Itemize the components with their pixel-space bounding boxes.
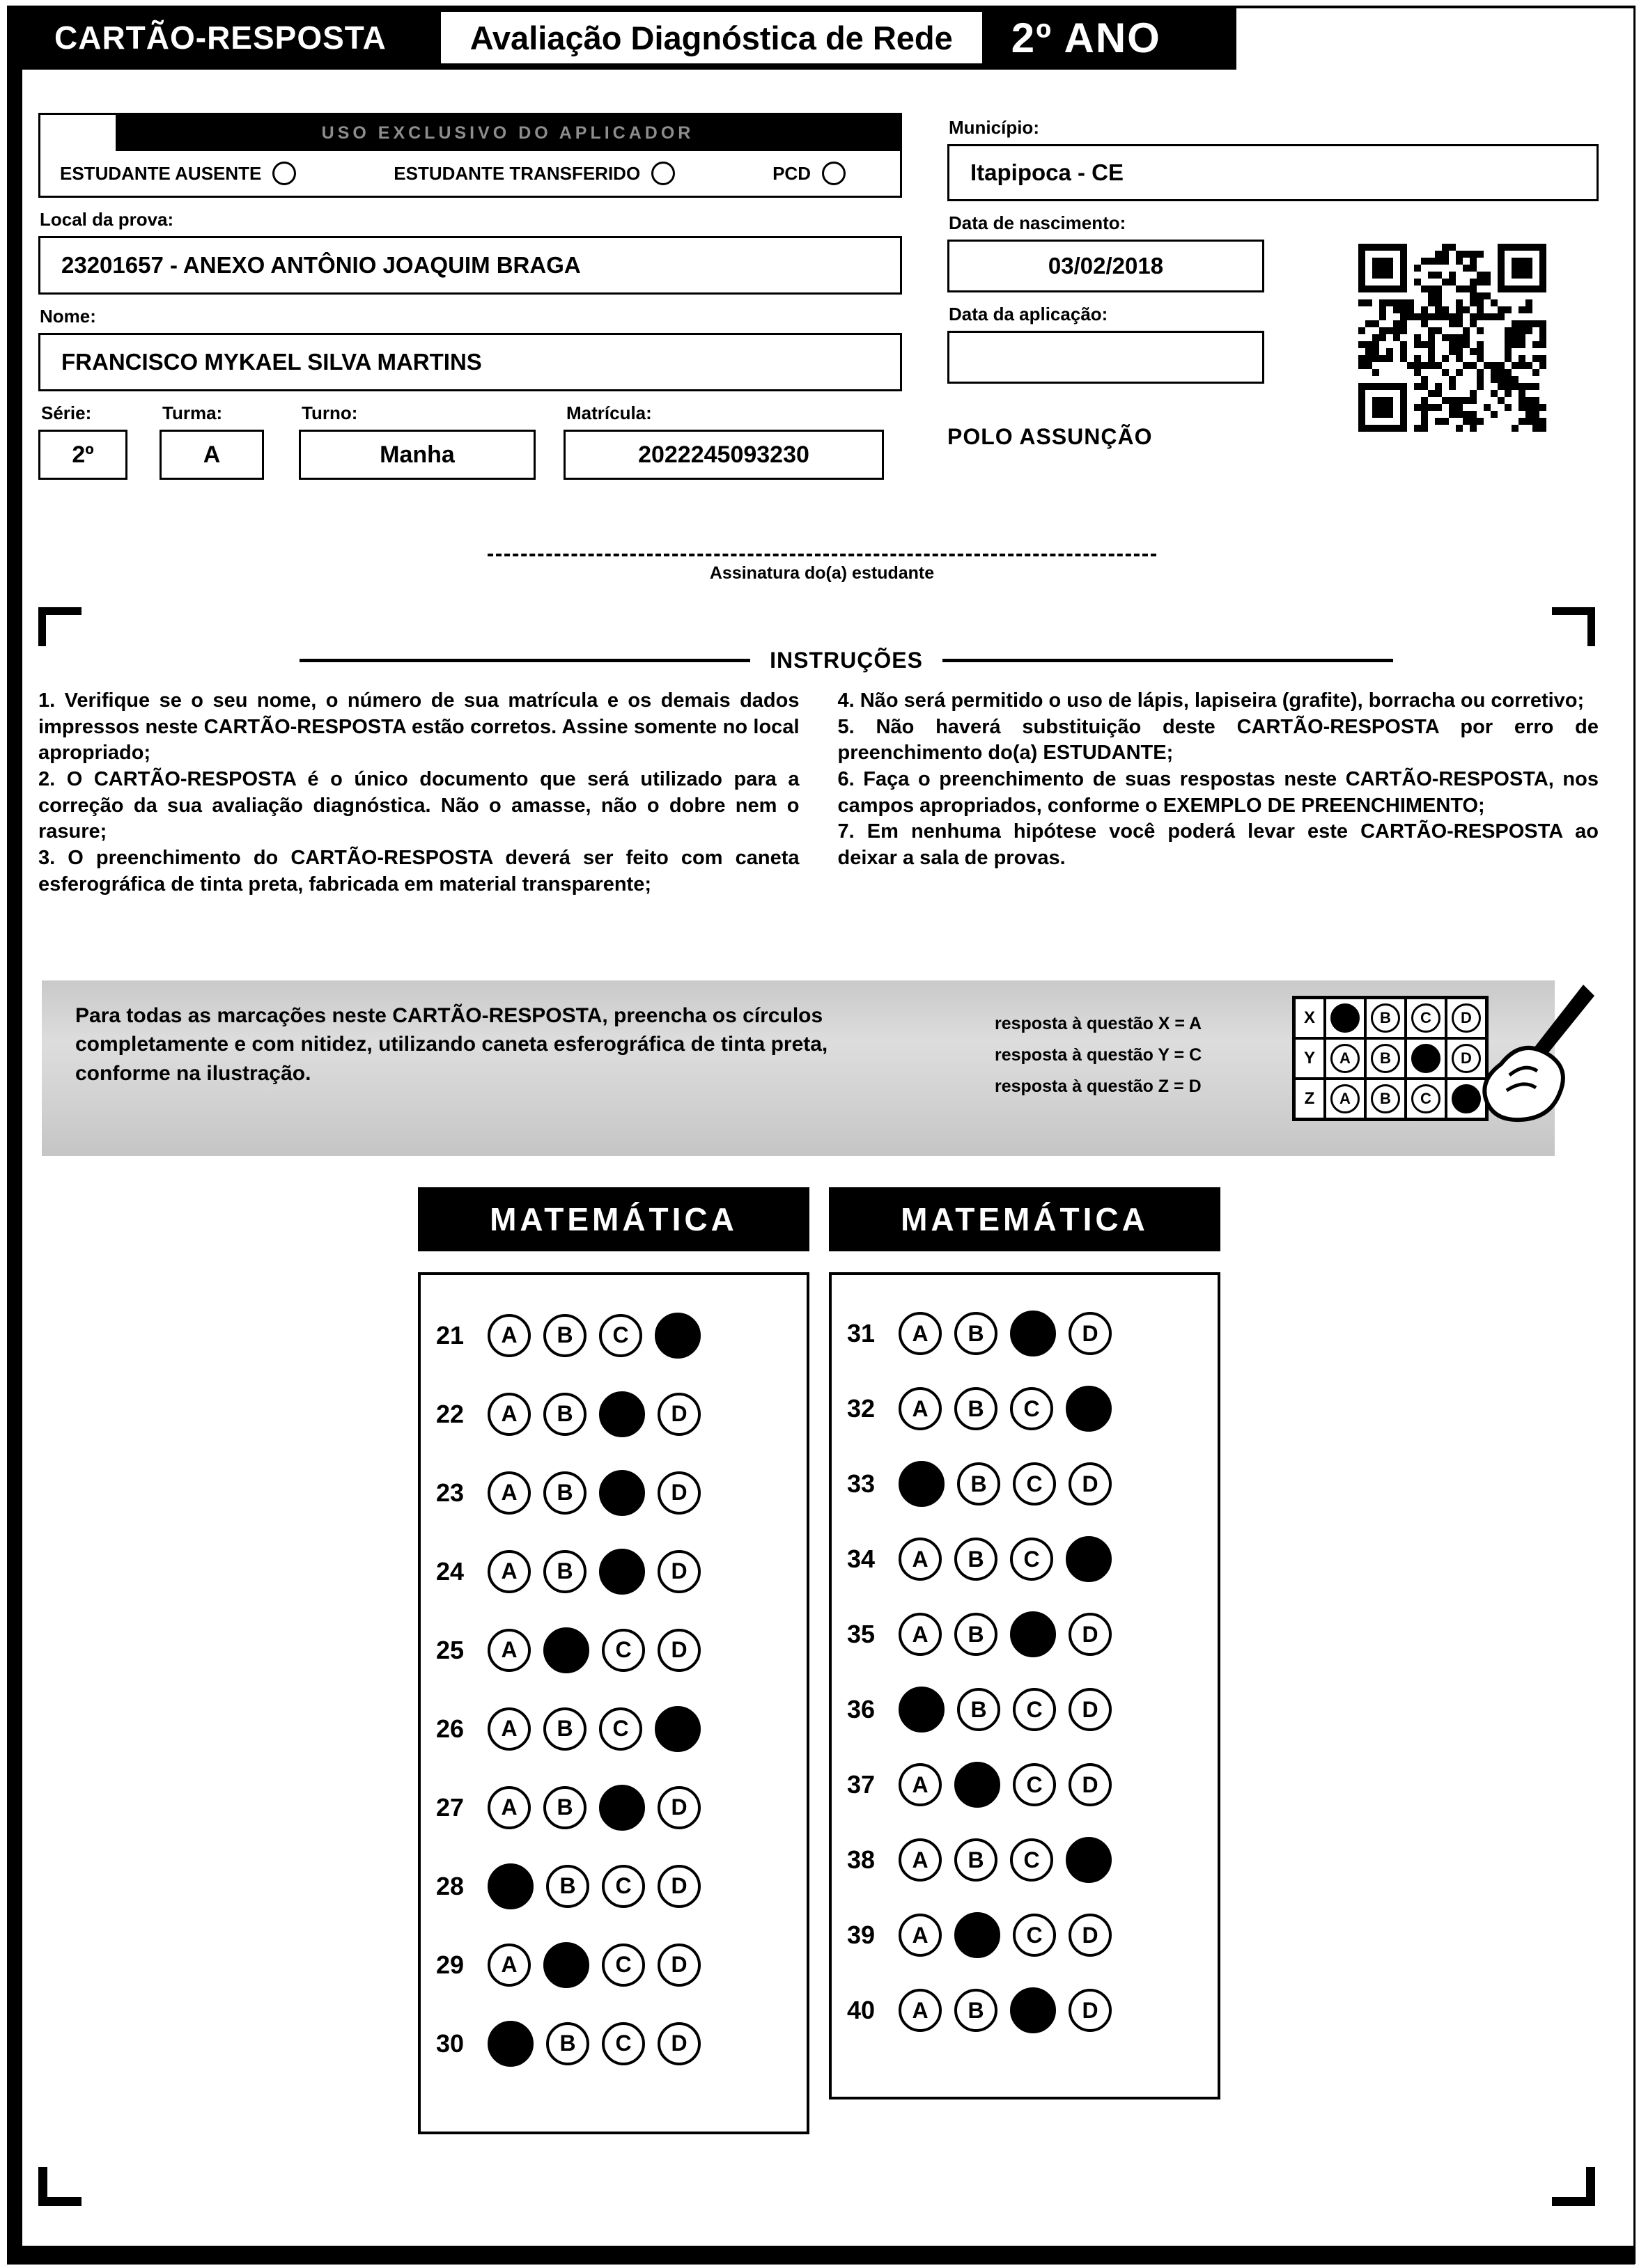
question-number: 23 <box>436 1478 465 1507</box>
nome-label: Nome: <box>40 306 96 327</box>
answer-bubble-q38-a[interactable]: A <box>899 1838 942 1882</box>
turma-label: Turma: <box>162 402 223 423</box>
serie-field <box>38 391 127 480</box>
assessment-title-box <box>441 12 982 63</box>
answer-bubble-q25-b[interactable] <box>543 1627 589 1673</box>
answer-bubble-q34-b[interactable]: B <box>954 1538 997 1581</box>
status-row <box>40 151 900 196</box>
instructions-body <box>38 688 1599 898</box>
applicator-box <box>38 113 902 198</box>
answer-bubble-q23-a[interactable]: A <box>488 1471 531 1515</box>
question-row-21 <box>436 1296 807 1375</box>
answer-bubble-q30-d[interactable]: D <box>658 2022 701 2065</box>
status-bubble-estudante-transferido[interactable] <box>651 162 675 185</box>
answer-bubble-q32-c[interactable]: C <box>1010 1387 1053 1430</box>
answer-bubble-q27-b[interactable]: B <box>543 1786 587 1829</box>
matricula-field <box>564 391 884 480</box>
answer-bubble-q36-c[interactable]: C <box>1013 1688 1056 1731</box>
question-row-27 <box>436 1768 807 1847</box>
answer-bubble-q26-d[interactable] <box>655 1706 701 1752</box>
question-row-35 <box>847 1597 1218 1672</box>
answer-bubble-q25-c[interactable]: C <box>602 1629 645 1672</box>
answer-bubble-q22-d[interactable]: D <box>658 1393 701 1436</box>
answer-bubble-q30-b[interactable]: B <box>546 2022 589 2065</box>
answer-bubble-q30-a[interactable] <box>488 2021 534 2067</box>
signature-label: Assinatura do(a) estudante <box>709 563 935 583</box>
example-cell <box>1365 1079 1406 1119</box>
answer-bubble-q24-d[interactable]: D <box>658 1550 701 1593</box>
instructions-title: INSTRUÇÕES <box>770 648 923 673</box>
answer-bubble-q30-c[interactable]: C <box>602 2022 645 2065</box>
example-bubble-x-a <box>1330 1003 1360 1033</box>
answer-bubble-q34-c[interactable]: C <box>1010 1538 1053 1581</box>
example-bubble-y-a: A <box>1330 1044 1360 1073</box>
example-row-label: Z <box>1294 1079 1325 1119</box>
answer-bubble-q28-a[interactable] <box>488 1863 534 1909</box>
instructions-column-right <box>838 688 1599 898</box>
answer-bubble-q23-c[interactable] <box>599 1470 645 1516</box>
example-cell <box>1365 998 1406 1038</box>
status-bubble-estudante-ausente[interactable] <box>272 162 296 185</box>
status-option-estudante-ausente <box>60 162 296 185</box>
status-bubble-pcd[interactable] <box>822 162 846 185</box>
answer-area <box>418 1187 1226 2134</box>
answer-bubble-q29-b[interactable] <box>543 1942 589 1988</box>
answer-bubble-q40-b[interactable]: B <box>954 1989 997 2032</box>
question-row-32 <box>847 1371 1218 1446</box>
answer-bubble-q31-c[interactable] <box>1010 1311 1056 1356</box>
instruction-item: 7. Em nenhuma hipótese você poderá levar este CARTÃO-RESPOSTA ao deixar a sala de provas. <box>837 820 1599 870</box>
example-bubble-x-c: C <box>1411 1003 1440 1033</box>
question-row-38 <box>847 1822 1218 1898</box>
fill-example-legend <box>995 1008 1202 1102</box>
matricula-value-box <box>564 430 884 480</box>
answer-bubble-q21-d[interactable] <box>655 1313 701 1359</box>
answer-bubble-q27-a[interactable]: A <box>488 1786 531 1829</box>
answer-bubble-q23-b[interactable]: B <box>543 1471 587 1515</box>
answer-bubble-q38-c[interactable]: C <box>1010 1838 1053 1882</box>
answer-bubble-q33-a[interactable] <box>899 1461 945 1507</box>
answer-bubble-q29-d[interactable]: D <box>658 1944 701 1987</box>
fill-example-legend-line: resposta à questão Y = C <box>995 1045 1202 1065</box>
example-cell <box>1406 1079 1446 1119</box>
answer-bubble-q38-d[interactable] <box>1066 1837 1112 1883</box>
nascimento-value-box <box>947 240 1264 292</box>
example-bubble-y-d: D <box>1452 1044 1481 1073</box>
question-number: 32 <box>847 1394 876 1423</box>
example-cell <box>1406 1038 1446 1079</box>
municipio-value-box <box>947 144 1599 201</box>
turma-field <box>160 391 264 480</box>
answer-bubble-q33-c[interactable]: C <box>1013 1462 1056 1506</box>
answer-bubble-q37-d[interactable]: D <box>1069 1763 1112 1806</box>
signature-area[interactable] <box>488 554 1156 584</box>
turno-value: Manha <box>380 441 455 468</box>
answer-bubble-q35-a[interactable]: A <box>899 1613 942 1656</box>
status-option-pcd <box>772 162 846 185</box>
page-border-left <box>7 6 22 2264</box>
example-row-label: X <box>1294 998 1325 1038</box>
example-bubble-x-d: D <box>1452 1003 1481 1033</box>
answer-bubble-q26-b[interactable]: B <box>543 1707 587 1751</box>
instruction-item: 5. Não haverá substituição deste CARTÃO-RESPOSTA por erro de preenchimento do(a) ESTUDANTE; <box>837 715 1599 765</box>
answer-bubble-q29-c[interactable]: C <box>602 1944 645 1987</box>
municipio-value: Itapipoca - CE <box>970 159 1124 185</box>
corner-mark-bottom-right <box>1552 2167 1595 2206</box>
instructions-column-left <box>38 688 800 898</box>
answer-bubble-q37-c[interactable]: C <box>1013 1763 1056 1806</box>
question-number: 34 <box>847 1544 876 1573</box>
question-row-37 <box>847 1747 1218 1822</box>
answer-bubble-q36-d[interactable]: D <box>1069 1688 1112 1731</box>
answer-bubble-q21-b[interactable]: B <box>543 1314 587 1357</box>
question-number: 27 <box>436 1792 465 1822</box>
question-number: 37 <box>847 1770 876 1799</box>
turno-field <box>299 391 536 480</box>
question-number: 24 <box>436 1556 465 1586</box>
grade-label: 2º ANO <box>1011 14 1161 61</box>
local-value-box <box>38 236 902 295</box>
answer-bubble-q39-c[interactable]: C <box>1013 1914 1056 1957</box>
matricula-label: Matrícula: <box>566 402 652 423</box>
answer-bubble-q23-d[interactable]: D <box>658 1471 701 1515</box>
example-bubble-x-b: B <box>1371 1003 1400 1033</box>
example-cell <box>1325 1038 1365 1079</box>
question-number: 35 <box>847 1620 876 1648</box>
nascimento-value: 03/02/2018 <box>1048 253 1164 279</box>
answer-bubble-q36-a[interactable] <box>899 1687 945 1733</box>
answer-bubble-q27-d[interactable]: D <box>658 1786 701 1829</box>
question-row-33 <box>847 1446 1218 1522</box>
example-cell <box>1325 1079 1365 1119</box>
signature-line <box>488 554 1156 556</box>
student-info-left <box>38 113 902 480</box>
answer-bubble-q21-c[interactable]: C <box>599 1314 642 1357</box>
answer-bubble-q27-c[interactable] <box>599 1785 645 1831</box>
answer-section-2 <box>829 1187 1220 2134</box>
question-row-30 <box>436 2004 807 2083</box>
question-row-31 <box>847 1296 1218 1371</box>
answer-section-1 <box>418 1187 809 2134</box>
instruction-item: 2. O CARTÃO-RESPOSTA é o único documento que será utilizado para a correção da sua avaliação diagnóstica. Não o amasse, não o dobre nem o rasure; <box>38 768 800 843</box>
answer-bubble-q22-a[interactable]: A <box>488 1393 531 1436</box>
nome-value: FRANCISCO MYKAEL SILVA MARTINS <box>61 349 482 375</box>
assessment-title: Avaliação Diagnóstica de Rede <box>469 19 953 56</box>
answer-bubble-q26-c[interactable]: C <box>599 1707 642 1751</box>
question-row-23 <box>436 1453 807 1532</box>
applicator-bar: USO EXCLUSIVO DO APLICADOR <box>116 115 900 151</box>
answer-bubble-q28-b[interactable]: B <box>546 1865 589 1908</box>
status-option-estudante-transferido <box>394 162 675 185</box>
answer-bubble-q31-d[interactable]: D <box>1069 1312 1112 1355</box>
answer-bubble-q39-d[interactable]: D <box>1069 1914 1112 1957</box>
answer-bubble-q35-c[interactable] <box>1010 1611 1056 1657</box>
example-bubble-y-c <box>1411 1044 1440 1073</box>
answer-bubble-q35-d[interactable]: D <box>1069 1613 1112 1656</box>
question-number: 40 <box>847 1996 876 2024</box>
answer-bubble-q22-c[interactable] <box>599 1391 645 1437</box>
qr-code <box>1358 244 1546 432</box>
instructions-header <box>300 648 1393 673</box>
answer-bubble-q40-d[interactable]: D <box>1069 1989 1112 2032</box>
example-cell <box>1406 998 1446 1038</box>
question-number: 36 <box>847 1695 876 1723</box>
nome-value-box <box>38 333 902 391</box>
status-option-label: ESTUDANTE TRANSFERIDO <box>394 162 641 184</box>
polo-label: POLO ASSUNÇÃO <box>947 424 1153 449</box>
question-number: 39 <box>847 1921 876 1949</box>
answer-bubble-q32-b[interactable]: B <box>954 1387 997 1430</box>
instruction-item: 3. O preenchimento do CARTÃO-RESPOSTA deverá ser feito com caneta esferográfica de tinta preta, fabricada em material transparente; <box>38 847 800 896</box>
answer-bubble-q40-a[interactable]: A <box>899 1989 942 2032</box>
aplicacao-label: Data da aplicação: <box>949 304 1108 324</box>
local-label: Local da prova: <box>40 209 174 230</box>
question-number: 22 <box>436 1399 465 1428</box>
serie-row <box>38 391 902 480</box>
answer-section-title: MATEMÁTICA <box>418 1187 809 1251</box>
answer-grid-2 <box>829 1272 1220 2099</box>
corner-mark-bottom-left <box>38 2167 81 2206</box>
question-number: 21 <box>436 1320 465 1350</box>
fill-example-legend-line: resposta à questão Z = D <box>995 1077 1202 1096</box>
answer-bubble-q24-b[interactable]: B <box>543 1550 587 1593</box>
question-number: 31 <box>847 1319 876 1347</box>
answer-bubble-q28-c[interactable]: C <box>602 1865 645 1908</box>
turno-value-box <box>299 430 536 480</box>
question-row-40 <box>847 1973 1218 2048</box>
nascimento-label: Data de nascimento: <box>949 212 1126 233</box>
example-bubble-z-a: A <box>1330 1084 1360 1113</box>
answer-bubble-q37-b[interactable] <box>954 1762 1000 1808</box>
page-border-right <box>1633 6 1636 2264</box>
example-bubble-y-b: B <box>1371 1044 1400 1073</box>
question-row-25 <box>436 1611 807 1689</box>
fill-example-text: Para todas as marcações neste CARTÃO-RESPOSTA, preencha os círculos completamente e com nitidez, utilizando caneta esferográfica de tinta preta, conforme na ilustração. <box>75 1004 828 1085</box>
question-number: 25 <box>436 1635 465 1664</box>
question-number: 26 <box>436 1714 465 1743</box>
question-row-28 <box>436 1847 807 1925</box>
answer-bubble-q29-a[interactable]: A <box>488 1944 531 1987</box>
answer-bubble-q37-a[interactable]: A <box>899 1763 942 1806</box>
instruction-item: 1. Verifique se o seu nome, o número de sua matrícula e os demais dados impressos neste CARTÃO-RESPOSTA estão corretos. Assine somente no local apropriado; <box>38 689 800 765</box>
question-row-34 <box>847 1522 1218 1597</box>
corner-mark-top-left <box>38 607 81 646</box>
fill-example-band <box>42 980 1555 1156</box>
answer-bubble-q33-b[interactable]: B <box>957 1462 1000 1506</box>
aplicacao-value-box[interactable] <box>947 331 1264 384</box>
example-cell <box>1365 1038 1406 1079</box>
instructions-rule-right <box>942 659 1393 662</box>
answer-bubble-q32-a[interactable]: A <box>899 1387 942 1430</box>
question-row-22 <box>436 1375 807 1453</box>
answer-bubble-q24-c[interactable] <box>599 1549 645 1595</box>
instruction-item: 4. Não será permitido o uso de lápis, lapiseira (grafite), borracha ou corretivo; <box>837 689 1585 712</box>
question-row-26 <box>436 1689 807 1768</box>
answer-bubble-q25-a[interactable]: A <box>488 1629 531 1672</box>
answer-bubble-q38-b[interactable]: B <box>954 1838 997 1882</box>
turma-value: A <box>203 441 221 468</box>
example-row-label: Y <box>1294 1038 1325 1079</box>
answer-bubble-q22-b[interactable]: B <box>543 1393 587 1436</box>
answer-bubble-q36-b[interactable]: B <box>957 1688 1000 1731</box>
question-row-36 <box>847 1672 1218 1747</box>
local-value: 23201657 - ANEXO ANTÔNIO JOAQUIM BRAGA <box>61 252 581 278</box>
answer-bubble-q34-d[interactable] <box>1066 1536 1112 1582</box>
question-row-24 <box>436 1532 807 1611</box>
question-number: 38 <box>847 1845 876 1874</box>
question-number: 28 <box>436 1871 465 1900</box>
example-bubble-z-c: C <box>1411 1084 1440 1113</box>
answer-grid-1 <box>418 1272 809 2134</box>
answer-bubble-q32-d[interactable] <box>1066 1386 1112 1432</box>
header-bar <box>7 6 1236 70</box>
fill-example-legend-line: resposta à questão X = A <box>995 1014 1202 1033</box>
answer-bubble-q35-b[interactable]: B <box>954 1613 997 1656</box>
instruction-item: 6. Faça o preenchimento de suas respostas neste CARTÃO-RESPOSTA, nos campos apropriados, conforme o EXEMPLO DE PREENCHIMENTO; <box>837 768 1599 817</box>
serie-value: 2º <box>72 441 94 468</box>
question-number: 29 <box>436 1950 465 1979</box>
municipio-label: Município: <box>949 117 1039 138</box>
status-option-label: PCD <box>772 162 811 184</box>
answer-bubble-q34-a[interactable]: A <box>899 1538 942 1581</box>
answer-bubble-q39-a[interactable]: A <box>899 1914 942 1957</box>
status-option-label: ESTUDANTE AUSENTE <box>60 162 262 184</box>
question-number: 30 <box>436 2028 465 2058</box>
answer-section-title: MATEMÁTICA <box>829 1187 1220 1251</box>
question-row-39 <box>847 1898 1218 1973</box>
answer-bubble-q31-b[interactable]: B <box>954 1312 997 1355</box>
matricula-value: 2022245093230 <box>638 441 809 468</box>
page-title: CARTÃO-RESPOSTA <box>54 19 387 56</box>
example-bubble-z-b: B <box>1371 1084 1400 1113</box>
turno-label: Turno: <box>302 402 358 423</box>
corner-mark-top-right <box>1552 607 1595 646</box>
question-row-29 <box>436 1925 807 2004</box>
answer-bubble-q21-a[interactable]: A <box>488 1314 531 1357</box>
answer-bubble-q33-d[interactable]: D <box>1069 1462 1112 1506</box>
answer-bubble-q28-d[interactable]: D <box>658 1865 701 1908</box>
page-border-bottom <box>7 2246 1635 2265</box>
instructions-rule-left <box>300 659 750 662</box>
answer-bubble-q25-d[interactable]: D <box>658 1629 701 1672</box>
answer-bubble-q39-b[interactable] <box>954 1912 1000 1958</box>
example-cell <box>1325 998 1365 1038</box>
question-number: 33 <box>847 1469 876 1498</box>
turma-value-box <box>160 430 264 480</box>
hand-pen-illustration <box>1445 982 1595 1149</box>
answer-bubble-q31-a[interactable]: A <box>899 1312 942 1355</box>
serie-label: Série: <box>41 402 92 423</box>
answer-bubble-q40-c[interactable] <box>1010 1987 1056 2033</box>
answer-bubble-q26-a[interactable]: A <box>488 1707 531 1751</box>
serie-value-box <box>38 430 127 480</box>
answer-bubble-q24-a[interactable]: A <box>488 1550 531 1593</box>
